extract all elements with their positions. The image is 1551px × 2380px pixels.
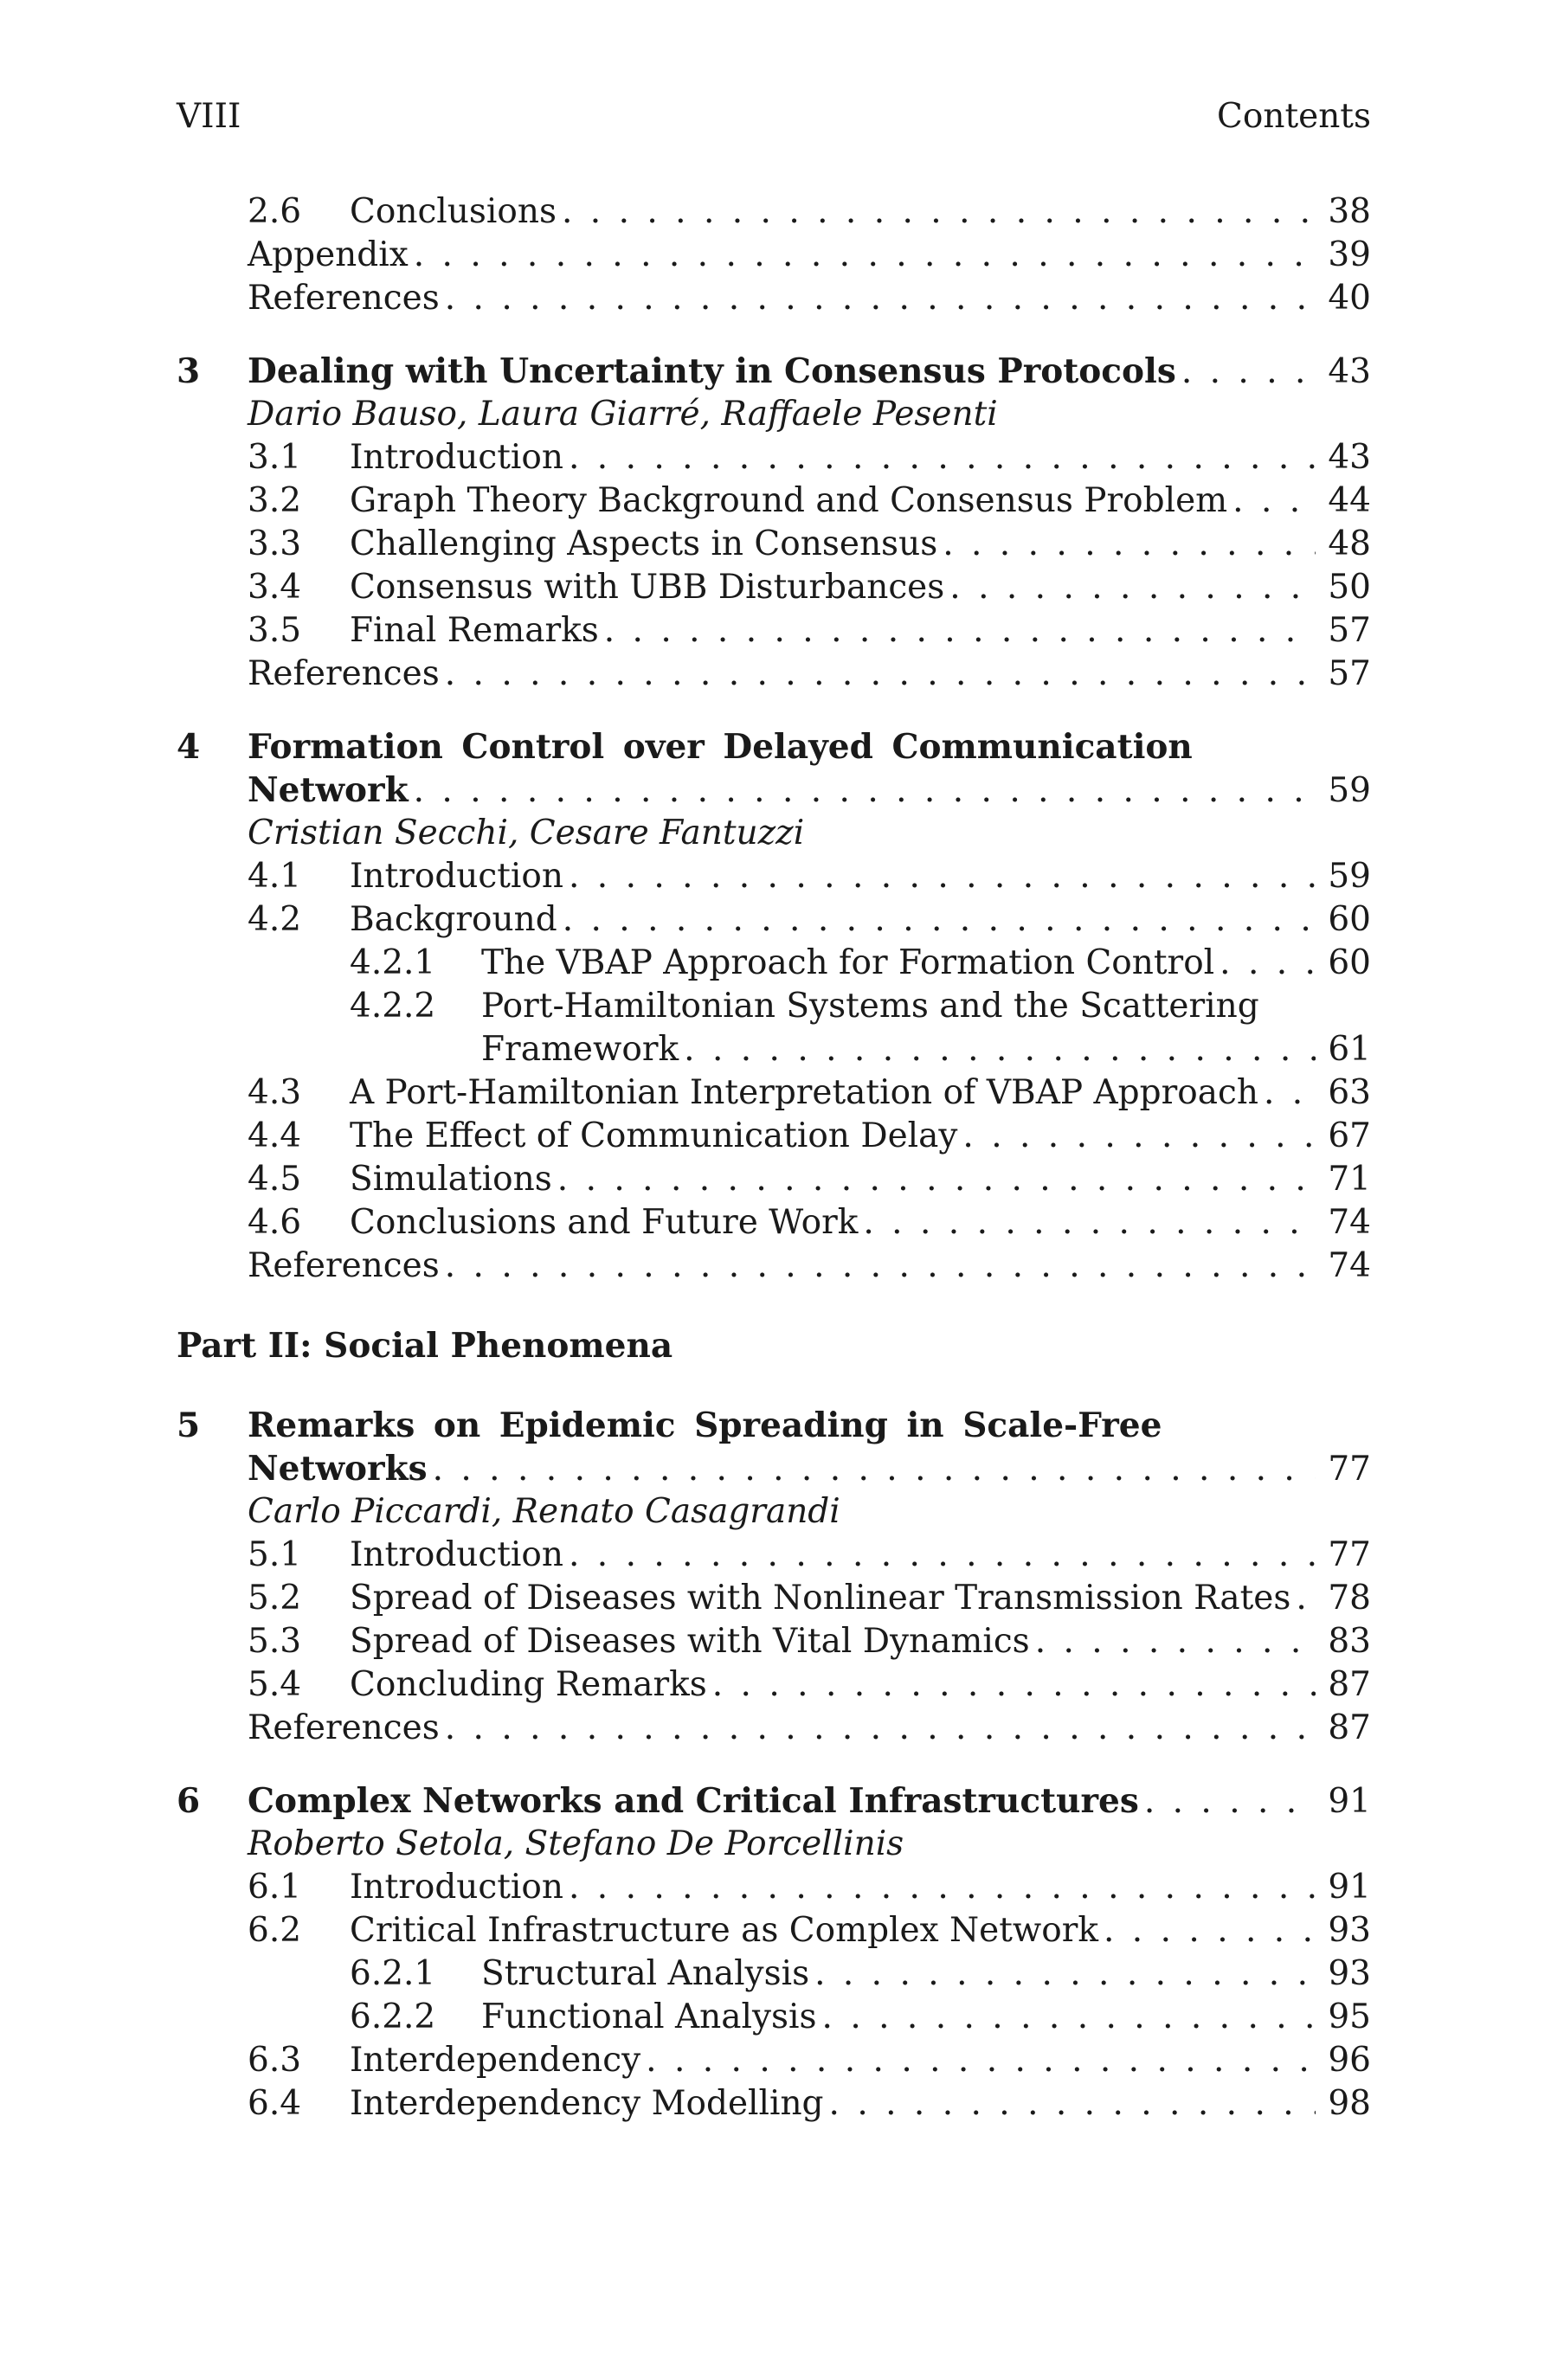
spacer [177, 696, 1371, 725]
toc-entry[interactable] [177, 2082, 1371, 2126]
chapter-authors: Carlo Piccardi, Renato Casagrandi [248, 1492, 840, 1531]
section-number: 4.2 [248, 900, 302, 939]
section-title: References [248, 654, 440, 693]
dot-leader [569, 1534, 1316, 1577]
section-title: Introduction [350, 857, 563, 896]
chapter-title-text: Remarks on Epidemic Spreading in Scale-Free [248, 1405, 1162, 1445]
dot-leader [646, 2039, 1316, 2082]
toc-entry[interactable] [177, 234, 1371, 277]
dot-leader [433, 1448, 1316, 1491]
chapter-authors: Cristian Secchi, Cesare Fantuzzi [248, 814, 805, 852]
section-title: A Port-Hamiltonian Interpretation of VBAP Approach [350, 1073, 1258, 1112]
dot-leader [1181, 351, 1316, 394]
chapter-number: 4 [177, 727, 201, 767]
section-title: Simulations [350, 1160, 552, 1199]
dot-leader [563, 898, 1316, 942]
toc-entry[interactable] [177, 190, 1371, 234]
toc-entry[interactable] [177, 1115, 1371, 1158]
toc-entry[interactable] [177, 1996, 1371, 2039]
page-number: 95 [1328, 1997, 1371, 2036]
toc-entry[interactable] [177, 942, 1371, 985]
dot-leader [1232, 479, 1316, 523]
chapter-title-line1 [177, 725, 1371, 769]
page-number: 77 [1328, 1450, 1371, 1489]
section-title: Consensus with UBB Disturbances [350, 568, 945, 607]
section-title: Spread of Diseases with Nonlinear Transmission Rates [350, 1579, 1291, 1618]
section-number: 6 [177, 1781, 201, 1821]
page-number: 60 [1328, 943, 1371, 982]
page-number: 39 [1328, 235, 1371, 274]
dot-leader [949, 566, 1316, 609]
spacer [177, 1288, 1371, 1324]
section-title: References [248, 279, 440, 318]
section-title: Introduction [350, 1868, 563, 1907]
page-number: 77 [1328, 1535, 1371, 1574]
section-title: Graph Theory Background and Consensus Problem [350, 481, 1228, 520]
dot-leader [414, 234, 1316, 277]
section-number: 5.2 [248, 1579, 302, 1618]
page-number: 43 [1328, 352, 1371, 391]
page-number: 74 [1328, 1246, 1371, 1285]
toc-entry[interactable] [177, 1779, 1371, 1823]
page-number-roman: VIII [177, 97, 241, 136]
dot-leader [943, 523, 1316, 566]
section-number: 4.4 [248, 1116, 302, 1155]
dot-leader [822, 1996, 1316, 2039]
section-number: 3.2 [248, 481, 302, 520]
section-title: Dealing with Uncertainty in Consensus Protocols [248, 351, 1176, 391]
page-number: 48 [1328, 524, 1371, 563]
dot-leader [1220, 942, 1316, 985]
dot-leader [1035, 1620, 1316, 1663]
section-number: 6.2.2 [350, 1997, 436, 2036]
toc-entry[interactable] [177, 1577, 1371, 1620]
dot-leader [1264, 1071, 1316, 1115]
toc-entry[interactable] [177, 898, 1371, 942]
subsection-title-line1 [177, 985, 1371, 1028]
page-number: 71 [1328, 1160, 1371, 1199]
dot-leader [445, 1707, 1316, 1750]
dot-leader [569, 855, 1316, 898]
section-number: 3.3 [248, 524, 302, 563]
dot-leader [557, 1158, 1316, 1201]
section-title: Functional Analysis [481, 1997, 817, 2036]
chapter-title-cont: Network [248, 770, 409, 810]
page-number: 63 [1328, 1073, 1371, 1112]
section-number: 4.3 [248, 1073, 302, 1112]
toc-entry[interactable] [177, 1071, 1371, 1115]
page-number: 96 [1328, 2041, 1371, 2080]
toc-entry[interactable] [177, 350, 1371, 393]
toc-entry[interactable] [177, 277, 1371, 320]
page-number: 91 [1328, 1868, 1371, 1907]
page-number: 57 [1328, 654, 1371, 693]
page-number: 98 [1328, 2084, 1371, 2123]
spacer [177, 320, 1371, 350]
page-number: 43 [1328, 438, 1371, 477]
toc-entry[interactable] [177, 1245, 1371, 1288]
page-number: 59 [1328, 771, 1371, 810]
section-number: 4.5 [248, 1160, 302, 1199]
subsection-title-text: Port-Hamiltonian Systems and the Scattering [481, 987, 1259, 1026]
section-title: Introduction [350, 1535, 563, 1574]
table-of-contents [177, 190, 1371, 2126]
section-title: Interdependency [350, 2041, 641, 2080]
page-number: 50 [1328, 568, 1371, 607]
dot-leader [604, 609, 1316, 653]
section-number: 2.6 [248, 192, 302, 231]
page-number: 59 [1328, 857, 1371, 896]
section-title: Introduction [350, 438, 563, 477]
section-number: 5.4 [248, 1665, 302, 1704]
toc-entry[interactable] [177, 1909, 1371, 1952]
chapter-title-cont: Networks [248, 1449, 428, 1489]
spacer [177, 1367, 1371, 1404]
dot-leader [712, 1663, 1316, 1707]
page-number: 60 [1328, 900, 1371, 939]
page-number: 57 [1328, 611, 1371, 650]
section-number: 4.1 [248, 857, 302, 896]
toc-entry[interactable] [177, 523, 1371, 566]
toc-entry[interactable] [177, 479, 1371, 523]
page-number: 87 [1328, 1665, 1371, 1704]
section-number: 6.3 [248, 2041, 302, 2080]
section-number: 5.1 [248, 1535, 302, 1574]
section-title: Spread of Diseases with Vital Dynamics [350, 1622, 1030, 1661]
dot-leader [863, 1201, 1316, 1245]
dot-leader [445, 277, 1316, 320]
section-title: Concluding Remarks [350, 1665, 707, 1704]
part-heading: Part II: Social Phenomena [177, 1326, 673, 1366]
section-title: Structural Analysis [481, 1954, 810, 1993]
subsection-title-cont: Framework [481, 1030, 679, 1069]
dot-leader [962, 1115, 1316, 1158]
dot-leader [562, 190, 1316, 234]
section-number: 4.6 [248, 1203, 302, 1242]
toc-entry[interactable] [177, 1158, 1371, 1201]
dot-leader [829, 2082, 1316, 2126]
section-number: 5.3 [248, 1622, 302, 1661]
section-number: 4.2.1 [350, 943, 436, 982]
section-number: 3 [177, 351, 201, 391]
section-number: 3.5 [248, 611, 302, 650]
dot-leader [569, 1866, 1316, 1909]
running-title: Contents [1217, 97, 1371, 136]
page-number: 91 [1328, 1782, 1371, 1821]
page-number: 74 [1328, 1203, 1371, 1242]
toc-entry[interactable] [177, 1447, 1371, 1490]
page-number: 83 [1328, 1622, 1371, 1661]
section-title: References [248, 1708, 440, 1747]
page-number: 40 [1328, 279, 1371, 318]
spacer [177, 1750, 1371, 1779]
section-number: 3.4 [248, 568, 302, 607]
page-number: 93 [1328, 1954, 1371, 1993]
section-title: Complex Networks and Critical Infrastructures [248, 1781, 1139, 1821]
section-title: The VBAP Approach for Formation Control [481, 943, 1215, 982]
chapter-title-line1 [177, 1404, 1371, 1447]
toc-entry[interactable] [177, 609, 1371, 653]
dot-leader [684, 1028, 1316, 1071]
dot-leader [569, 436, 1316, 479]
dot-leader [1296, 1577, 1316, 1620]
section-number: 4.2.2 [350, 987, 436, 1026]
section-title: Final Remarks [350, 611, 599, 650]
toc-entry[interactable] [177, 653, 1371, 696]
toc-entry[interactable] [177, 1707, 1371, 1750]
dot-leader [445, 1245, 1316, 1288]
section-number: 6.1 [248, 1868, 302, 1907]
section-title: Background [350, 900, 557, 939]
section-title: Conclusions and Future Work [350, 1203, 859, 1242]
toc-entry[interactable] [177, 566, 1371, 609]
page-number: 93 [1328, 1911, 1371, 1950]
dot-leader [1144, 1780, 1316, 1824]
page-number: 44 [1328, 481, 1371, 520]
toc-entry[interactable] [177, 1620, 1371, 1663]
toc-entry[interactable] [177, 769, 1371, 812]
section-title: Appendix [248, 235, 409, 274]
page-number: 61 [1328, 1030, 1371, 1069]
dot-leader [414, 769, 1316, 813]
page-number: 78 [1328, 1579, 1371, 1618]
page-number: 87 [1328, 1708, 1371, 1747]
section-number: 6.2.1 [350, 1954, 436, 1993]
toc-entry[interactable] [177, 1866, 1371, 1909]
dot-leader [814, 1952, 1316, 1996]
section-title: Critical Infrastructure as Complex Network [350, 1911, 1099, 1950]
section-number: 6.2 [248, 1911, 302, 1950]
chapter-authors: Dario Bauso, Laura Giarré, Raffaele Pesenti [248, 395, 998, 434]
chapter-title-text: Formation Control over Delayed Communication [248, 727, 1193, 767]
toc-entry[interactable] [177, 2039, 1371, 2082]
toc-entry[interactable] [177, 436, 1371, 479]
chapter-authors: Roberto Setola, Stefano De Porcellinis [248, 1824, 904, 1863]
chapter-number: 5 [177, 1405, 201, 1445]
toc-entry[interactable] [177, 1028, 1371, 1071]
section-title: References [248, 1246, 440, 1285]
toc-entry[interactable] [177, 1952, 1371, 1996]
section-title: The Effect of Communication Delay [350, 1116, 958, 1155]
toc-entry[interactable] [177, 1201, 1371, 1245]
dot-leader [1104, 1909, 1316, 1952]
page-number: 38 [1328, 192, 1371, 231]
section-title: Conclusions [350, 192, 557, 231]
section-number: 6.4 [248, 2084, 302, 2123]
running-header [177, 97, 1371, 140]
page-number: 67 [1328, 1116, 1371, 1155]
dot-leader [445, 653, 1316, 696]
toc-entry[interactable] [177, 1534, 1371, 1577]
toc-entry[interactable] [177, 1663, 1371, 1707]
section-title: Interdependency Modelling [350, 2084, 824, 2123]
section-title: Challenging Aspects in Consensus [350, 524, 938, 563]
toc-entry[interactable] [177, 855, 1371, 898]
section-number: 3.1 [248, 438, 302, 477]
